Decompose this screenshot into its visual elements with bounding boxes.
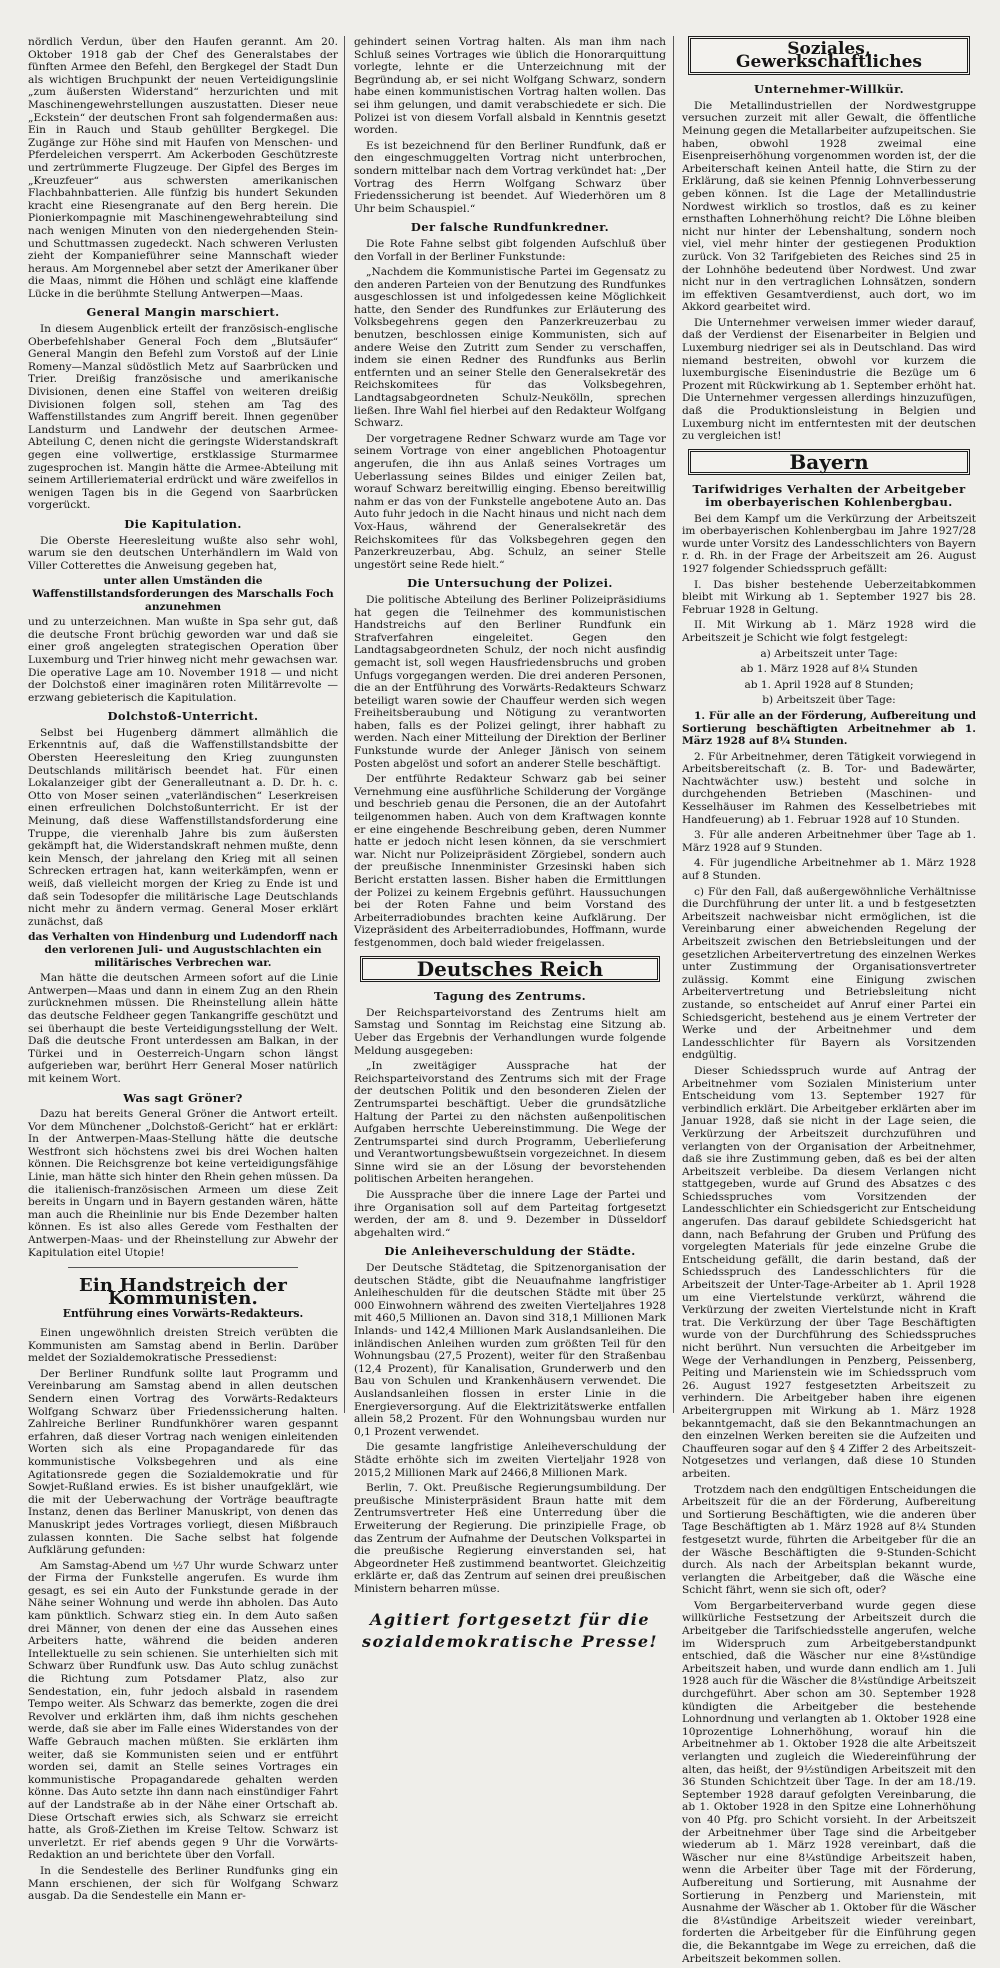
article-text: Es ist bezeichnend für den Berliner Rundfunk, daß er den eingeschmuggelten Vortrag nicht unterbrochen, sondern mittelbar nach dem Vortrag verkündet hat: „Der Vortrag des Herrn Wolfgang Schwarz über Friedenssicherung ist beendet. Auf Wiederhören um 8 Uhr beim Schauspiel.“ xyxy=(354,139,666,215)
section-heading: Tarifwidriges Verhalten der Arbeitgeber im oberbayerischen Kohlenbergbau. xyxy=(692,482,966,509)
column-rule-right xyxy=(673,36,674,1413)
section-heading: Was sagt Gröner? xyxy=(123,1090,243,1105)
article-text: 3. Für alle anderen Arbeitnehmer über Tage ab 1. März 1928 auf 9 Stunden. xyxy=(682,829,976,854)
article-text: 2. Für Arbeitnehmer, deren Tätigkeit vorwiegend in Arbeitsbereitschaft (z. B. Tor- und Badewärter, Nachtwächter usw.) besteht und solche in durchgehenden Betrieben (Maschinen- und Kesselhäuser im Rahmen des Kesselbetriebes mit Handfeuerung) ab 1. Februar 1928 auf 10 Stunden. xyxy=(682,750,976,826)
emphasized-text: unter allen Umständen die Waffenstillstandsforderungen des Marschalls Foch anzunehmen xyxy=(32,575,334,613)
article-text: Bei dem Kampf um die Verkürzung der Arbeitszeit im oberbayerischen Kohlenbergbau im Jahre 1927/28 wurde unter Vorsitz des Landesschlichters von Bayern r. d. Rh. in der Frage der Arbeitszeit am 26. August 1927 folgender Schiedsspruch gefällt: xyxy=(682,512,976,575)
article-text: Die Rote Fahne selbst gibt folgenden Aufschluß über den Vorfall in der Berliner Funkstunde: xyxy=(354,237,666,263)
article-text: Der Deutsche Städtetag, die Spitzenorganisation der deutschen Städte, gibt die Neuaufnahme langfristiger Anleiheschulden für die deutschen Städte mit über 25 000 Einwohnern während des zweiten Vierteljahres 1928 mit 460,5 Millionen an. Davon sind 318,1 Millionen Mark Inlands- und 142,4 Millionen Mark Auslandsanleihen. Die inländischen Anleihen wurden zum größten Teil für den Wohnungsbau (27,5 Prozent), weiter für den Straßenbau (12,4 Prozent), für Kanalisation, Grunderwerb und den Bau von Schulen und Krankenhäusern verwendet. Die Auslandsanleihen flossen in erster Linie in die Energieversorgung. Auf die Elektrizitätswerke entfallen allein 58,2 Prozent. Für den Wohnungsbau wurden nur 0,1 Prozent verwendet. xyxy=(354,1262,666,1438)
emphasized-text: das Verhalten von Hindenburg und Ludendorff nach den verlorenen Juli- und Augustschlachten ein militärisches Verbrechen war. xyxy=(28,931,338,969)
article-subheadline: Entführung eines Vorwärts-Redakteurs. xyxy=(62,1307,304,1321)
section-heading: Tagung des Zentrums. xyxy=(433,989,586,1004)
article-text: I. Das bisher bestehende Ueberzeitabkommen bleibt mit Wirkung ab 1. September 1927 bis 28. Februar 1928 in Geltung. xyxy=(682,578,976,616)
section-heading: Unternehmer-Willkür. xyxy=(754,82,904,97)
section-box-bayern: Bayern xyxy=(688,449,970,476)
section-heading: Die Kapitulation. xyxy=(124,516,242,531)
article-text: II. Mit Wirkung ab 1. März 1928 wird die Arbeitszeit je Schicht wie folgt festgelegt: xyxy=(682,619,976,644)
article-text: Der Berliner Rundfunk sollte laut Programm und Vereinbarung am Samstag abend in allen deutschen Sendern einen Vortrag des Vorwärts-Redakteurs Wolfgang Schwarz über Friedenssicherung halten. Zahlreiche Berliner Rundfunkhörer waren gespannt erfahren, daß dieser Vortrag nach wenigen einleitenden Worten sich als eine Propagandarede für das kommunistische Volksbegehren und als eine Agitationsrede gegen die Sozialdemokratie und für Sowjet-Rußland erwies. Es ist bisher unaufgeklärt, wie die mit der Ueberwachung der Vorträge beauftragte Instanz, denen das Berliner Manuskript, von denen das Manuskript jedes Vortrages vorliegt, diesen Mißbrauch zulassen konnten. Die Sache selbst hat folgende Aufklärung gefunden: xyxy=(28,1367,338,1557)
article-text: Selbst bei Hugenberg dämmert allmählich die Erkenntnis auf, daß die Waffenstillstandsbitte der Obersten Heeresleitung den Krieg zuungunsten Deutschlands militärisch beendet hat. Für einen Lokalanzeiger gibt der Generalleutnant a. D. Dr. h. c. Otto von Moser seinen „vaterländischen“ Leserkreisen einen erfreulichen Dolchstoßunterricht. Er ist der Meinung, daß diese Waffenstillstandsforderung eine Truppe, die vierenhalb Jahre bis zum äußersten gekämpft hat, die Widerstandskraft nehmen mußte, denn kein Mensch, der jahrelang den Krieg mit all seinen Schrecken ertragen hat, kann weiterkämpfen, wenn er weiß, daß vielleicht morgen der Krieg zu Ende ist und daß sein Todesopfer die militärische Lage Deutschlands nicht mehr zu ändern vermag. General Moser erklärt zunächst, daß xyxy=(28,726,338,928)
article-text: Die politische Abteilung des Berliner Polizeipräsidiums hat gegen die Teilnehmer des kommunistischen Handstreichs auf den Berliner Rundfunk ein Strafverfahren eingeleitet. Gegen den Landtagsabgeordneten Schulz, der noch nicht ausfindig gemacht ist, soll wegen Hausfriedensbruchs und groben Unfugs vorgegangen werden. Die drei anderen Personen, die an der Entführung des Vorwärts-Redakteurs Schwarz beteiligt waren sowie der Chauffeur werden sich wegen Freiheitsberaubung und Nötigung zu verantworten haben, falls es der Polizei gelingt, ihrer habhaft zu werden. Nach einer Mitteilung der Direktion der Berliner Funkstunde wurde der Anleger Jänisch von seinem Posten abgelöst und sofort an anderer Stelle beschäftigt. xyxy=(354,593,666,770)
article-text: Die Aussprache über die innere Lage der Partei und ihre Organisation soll auf dem Parteitag fortgesetzt werden, der am 8. und 9. Dezember in Düsseldorf abgehalten wird.“ xyxy=(354,1189,666,1239)
article-text: Der Reichsparteivorstand des Zentrums hielt am Samstag und Sonntag im Reichstag eine Sitzung ab. Ueber das Ergebnis der Verhandlungen wurde folgende Meldung ausgegeben: xyxy=(354,1006,666,1057)
article-headline: Ein Handstreich der Kommunisten. xyxy=(78,1275,288,1309)
list-line: ab 1. April 1928 auf 8 Stunden; xyxy=(744,678,914,691)
article-text: 1. Für alle an der Förderung, Aufbereitung und Sortierung beschäftigten Arbeitnehmer ab 1. März 1928 auf 8¼ Stunden. xyxy=(682,709,976,748)
list-line: ab 1. März 1928 auf 8¼ Stunden xyxy=(740,663,918,676)
section-heading: General Mangin marschiert. xyxy=(86,305,280,320)
separator-line xyxy=(68,1267,298,1268)
call-to-action: Agitiert fortgesetzt für die sozialdemokratische Presse! xyxy=(361,1610,659,1652)
section-heading: Die Untersuchung der Polizei. xyxy=(407,576,613,591)
article-text: Die gesamte langfristige Anleiheverschuldung der Städte erhöhte sich im zweiten Vierteljahr 1928 von 2015,2 Millionen Mark auf 2466,8 Millionen Mark. xyxy=(354,1441,666,1479)
article-text: nördlich Verdun, über den Haufen gerannt. Am 20. Oktober 1918 gab der Chef des Generalstabes der fünften Armee den Befehl, den Bergkegel der Stadt Dun als wichtigen Bruchpunkt der neuen Verteidigungslinie „zum äußersten Widerstand“ herzurichten und mit Maschinengewehrstellungen auszustatten. Dieser neue „Eckstein“ der deutschen Front sah folgendermaßen aus: Ein in Rauch und Staub gehüllter Bergkegel. Die Zugänge zur Höhe sind mit Haufen von Menschen- und Pferdeleichen versperrt. Am Ackerboden Geschützreste und zertrümmerte Flugzeuge. Der Gipfel des Berges im „Kreuzfeuer“ aus schwersten amerikanischen Flachbahnbatterien. Alle fünfzig bis hundert Sekunden kracht eine Riesengranate auf den Berg herein. Die Pionierkompagnie mit Maschinengewehrabteilung sind nach wenigen Minuten von den niedergehenden Stein- und Schuttmassen zugedeckt. Nach schweren Verlusten zieht der Kompanieführer seine Mannschaft wieder heraus. Am Morgennebel aber setzt der Amerikaner über die Maas, nimmt die Höhen und schlägt eine klaffende Lücke in die berühmte Stellung Antwerpen—Maas. xyxy=(28,36,338,300)
column-rule-left xyxy=(344,36,345,1413)
page-top-edge xyxy=(28,6,976,20)
article-text: „Nachdem die Kommunistische Partei im Gegensatz zu den anderen Parteien von der Benutzung des Rundfunkes ausgeschlossen ist und infolgedessen keine Möglichkeit hatte, den Sender des Rundfunkes zur Erläuterung des Volksbegehrens gegen den Panzerkreuzerbau zu benutzen, beschlossen einige Kommunisten, sich auf andere Weise den Zutritt zum Sender zu verschaffen, indem sie einen Redner des Rundfunks aus Berlin entfernten und an seiner Stelle den Generalsekretär des Reichskomitees für das Volksbegehren, Landtagsabgeordneten Schulz-Neukölln, sprechen ließen. Ihre Wahl fiel hierbei auf den Redakteur Wolfgang Schwarz. xyxy=(354,266,666,430)
section-box-deutsches-reich: Deutsches Reich xyxy=(360,956,660,983)
section-heading: Der falsche Rundfunkredner. xyxy=(410,220,610,235)
article-text: Die Oberste Heeresleitung wußte also sehr wohl, warum sie den deutschen Unterhändlern im Wald von Viller Cotterettes die Anweisung gegeben hat, xyxy=(28,534,338,572)
article-text: In diesem Augenblick erteilt der französisch-englische Oberbefehlshaber General Foch dem „Blutsäufer“ General Mangin den Befehl zum Vorstoß auf der Linie Romeny—Manzal südöstlich Metz auf Saarbrücken und Trier. Dreißig französische und amerikanische Divisionen, denen eine Staffel von weiteren dreißig Divisionen folgen soll, stehen am Tag des Waffenstillstandes zum Angriff bereit. Ihnen gegenüber Landsturm und Landwehr der deutschen Armee-Abteilung C, denen nicht die geringste Widerstandskraft gegen eine vollwertige, erstklassige Sturmarmee zugesprochen ist. Mangin hätte die Armee-Abteilung mit seinem Artilleriematerial erdrückt und wäre zweifellos in wenigen Tagen bis in die Gegend von Saarbrücken vorgerückt. xyxy=(28,323,338,512)
article-text: Die Unternehmer verweisen immer wieder darauf, daß der Verdienst der Eisenarbeiter in Belgien und Luxemburg niedriger sei als in Deutschland. Das wird niemand bestreiten, obwohl vor kurzem die luxemburgische Eisenindustrie die Bezüge um 6 Prozent mit Rückwirkung ab 1. September erhöht hat. Die Unternehmer vergessen allerdings hinzuzufügen, daß die Produktionsleistung in Belgien und Luxemburg nicht im entferntesten mit der deutschen zu vergleichen ist! xyxy=(682,316,976,443)
list-line: a) Arbeitszeit unter Tage: xyxy=(760,647,898,660)
article-text: c) Für den Fall, daß außergewöhnliche Verhältnisse die Durchführung der unter lit. a und b festgesetzten Arbeitszeit nachweisbar nicht ermöglichen, ist die Vereinbarung einer abweichenden Regelung der Arbeitszeit zwischen den Betriebsleitungen und der gesetzlichen Arbeitervertretung des einzelnen Werkes unter Zustimmung der Organisationsvertreter zulässig. Kommt eine Einigung zwischen Arbeitervertretung und Betriebsleitung nicht zustande, so entscheidet auf Anruf einer Partei ein Schiedsgericht, bestehend aus je einem Vertreter der Werke und der Arbeitnehmer und dem Landesschlichter für Bayern als Vorsitzenden endgültig. xyxy=(682,885,976,1062)
article-text: 4. Für jugendliche Arbeitnehmer ab 1. März 1928 auf 8 Stunden. xyxy=(682,857,976,883)
article-text: Dieser Schiedsspruch wurde auf Antrag der Arbeitnehmer vom Sozialen Ministerium unter Entscheidung vom 13. September 1927 für verbindlich erklärt. Die Arbeitgeber erklärten aber im Januar 1928, daß sie nicht in der Lage seien, die Verkürzung der Arbeitszeit durchzuführen und verlangten von der Organisation der Arbeitnehmer, daß sie ihre Zustimmung geben, daß es bei der alten Arbeitszeit verbleibe. Da diesem Verlangen nicht stattgegeben, wurde auf Grund des Absatzes c des Schiedsspruches vom Vorsitzenden der Landesschlichter ein Schiedsgericht zur Entscheidung angerufen. Das darauf gebildete Schiedsgericht hat dann, nach Befahrung der Gruben und Prüfung des vorgelegten Materials für jede einzelne Grube die Entscheidung gefällt, die darin bestand, daß der Schiedsspruch des Landesschlichters für die Arbeitszeit der Unter-Tage-Arbeiter ab 1. April 1928 um eine Viertelstunde verkürzt, während die Verkürzung der zweiten Viertelstunde nicht in Kraft trat. Die Verkürzung der über Tage Beschäftigten wurde von der Durchführung des Schiedsspruches nicht berührt. Nun versuchten die Arbeitgeber im Wege der Verhandlungen in Penzberg, Peissenberg, Peiting und Marienstein wie im Schiedsspruch vom 26. August 1927 festgesetzten Arbeitszeit zu verhindern. Die Arbeitgeber haben ihre eigenen Arbeitergruppen mit Wirkung ab 1. März 1928 bekanntgemacht, daß sie den Bekanntmachungen an den einzelnen Werken bereiten sie die Aufzeiten und Chauffeuren sogar auf den § 4 Ziffer 2 des Arbeitszeit-Notgesetzes und verlangen, daß diese 10 Stunden arbeiten. xyxy=(682,1064,976,1480)
article-text: Die Metallindustriellen der Nordwestgruppe versuchen zurzeit mit aller Gewalt, die öffentliche Meinung gegen die Metallarbeiter aufzupeitschen. Sie haben, obwohl 1928 zweimal eine Eisenpreiserhöhung vorgenommen worden ist, der die Arbeiterschaft keinen Anteil hatte, die Stirn zu der Erklärung, daß sie keinen Pfennig Lohnverbesserung geben können. Ist die Lage der Metallindustrie Nordwest wirklich so trostlos, daß es zu keiner ernsthaften Lohnerhöhung reicht? Die Löhne bleiben nicht nur hinter der Lebenshaltung, sondern noch viel, viel mehr hinter der gestiegenen Produktion zurück. Von 32 Tarifgebieten des Reiches sind 25 in der Lohnhöhe bedeutend über Nordwest. Und zwar nicht nur in den vertraglichen Lohnsätzen, sondern im effektiven Gesamtverdienst, auch dort, wo im Akkord gearbeitet wird. xyxy=(682,99,976,314)
article-text: Dazu hat bereits General Gröner die Antwort erteilt. Vor dem Münchener „Dolchstoß-Gericht“ hat er erklärt: In der Antwerpen-Maas-Stellung hätte die deutsche Westfront sich höchstens zwei bis drei Wochen halten können. Die Reichsgrenze bot keine verteidigungsfähige Linie, man hätte sich hinter den Rhein gehen müssen. Da die italienisch-französischen Armeen um diese Zeit bereits in Ungarn und in Bayern gestanden wären, hätte man auch die Rheinlinie nur bis Ende Dezember halten können. Es ist also alles Gerede vom Festhalten der Antwerpen-Maas- und der Rheinstellung zur Abwehr der Kapitulation eitel Utopie! xyxy=(28,1108,338,1259)
section-box-soziales: Soziales, Gewerkschaftliches xyxy=(688,36,970,75)
article-text: Vom Bergarbeiterverband wurde gegen diese willkürliche Festsetzung der Arbeitszeit durch die Arbeitgeber die Tarifschiedsstelle angerufen, welche im Widerspruch zum Arbeitgeberstandpunkt entschied, daß die Wäscher nur eine 8¼stündige Arbeitszeit haben, und wurde dann endlich am 1. Juli 1928 auch für die Wäscher die 8¼stündige Arbeitszeit durchgeführt. Aber schon am 30. September 1928 kündigten die Arbeitgeber die bestehende Lohnordnung und verlangten ab 1. Oktober 1928 eine 10prozentige Lohnerhöhung, worauf hin die Arbeitnehmer ab 1. Oktober 1928 die alte Arbeitszeit verlangten und zugleich die Wiedereinführung der alten, das heißt, der 9½stündigen Arbeitszeit mit den 36 Stunden Schichtzeit über Tage. In der am 18./19. September 1928 darauf gefolgten Vereinbarung, die ab 1. Oktober 1928 in den Spitze eine Lohnerhöhung von 40 Pfg. pro Schicht vorsieht. In der Arbeitszeit der Arbeitnehmer über Tage sind die Arbeitgeber wiederum ab 1. März 1928 vereinbart, daß die Wäscher nur eine 8¼stündige Arbeitszeit haben, wenn die Arbeiter über Tage mit der Förderung, Aufbereitung und Sortierung, mit Ausnahme der Sortierung in Penzberg und Marienstein, mit Ausnahme der Wäscher ab 1. Oktober für die Wäscher die 8¼stündige Arbeitszeit wieder vereinbart, forderten die Arbeitgeber für die Einführung gegen die, die Bekanntgabe im Wege zu erreichen, daß die Arbeitszeit bekommen sollen. xyxy=(682,1599,976,1965)
article-text: Der entführte Redakteur Schwarz gab bei seiner Vernehmung eine ausführliche Schilderung der Vorgänge und beschrieb genau die Personen, die an der Autofahrt teilgenommen haben. Auch von dem Kraftwagen konnte er eine eingehende Beschreibung geben, deren Nummer hatte er jedoch nicht lesen können, da sie verschmiert war. Nicht nur Polizeipräsident Zörgiebel, sondern auch der preußische Innenminister Grzesinski haben sich Bericht erstatten lassen. Bisher haben die Ermittlungen der Polizei zu keinem Ergebnis geführt. Haussuchungen bei der Roten Fahne und beim Vorstand des Arbeiterradiobundes brachten keine Aufklärung. Der Vizepräsident des Arbeiterradiobundes, Hoffmann, wurde festgenommen, doch bald wieder freigelassen. xyxy=(354,773,666,949)
article-text: In die Sendestelle des Berliner Rundfunks ging ein Mann erschienen, der sich für Wolfgang Schwarz ausgab. Da die Sendestelle ein Mann er- xyxy=(28,1864,338,1903)
article-text: Berlin, 7. Okt. Preußische Regierungsumbildung. Der preußische Ministerpräsident Braun hatte mit dem Zentrumsvertreter Heß eine Unterredung über die Erweiterung der Regierung. Die prinzipielle Frage, ob das Zentrum der Aufnahme der Deutschen Volkspartei in die preußische Regierung einverstanden sei, hat Abgeordneter Heß zustimmend beantwortet. Gleichzeitig erklärte er, daß das Zentrum auf seinen drei preußischen Ministern beharren müsse. xyxy=(354,1482,666,1595)
article-text: Der vorgetragene Redner Schwarz wurde am Tage vor seinem Vortrage von einer angeblichen Photoagentur angerufen, die ihn aus Anlaß seines Vortrages um Ueberlassung seines Bildes und einiger Zeilen bat, worauf Schwarz bereitwillig einging. Ebenso bereitwillig nahm er das von der Funkstelle angebotene Auto an. Das Auto fuhr jedoch in die Nacht hinaus und nicht nach dem Vox-Haus, während der Generalsekretär des Reichskomitees für das Volksbegehren gegen den Panzerkreuzerbau, Abg. Schulz, an seiner Stelle ungestört seine Rede hielt.“ xyxy=(354,432,666,571)
article-text: gehindert seinen Vortrag halten. Als man ihm nach Schluß seines Vortrages wie üblich die Honorarquittung vorlegte, lehnte er die Unterzeichnung mit der Begründung ab, er sei nicht Wolfgang Schwarz, sondern habe einen kommunistischen Vortrag halten wollen. Das sei ihm gelungen, und damit verabschiedete er sich. Die Polizei ist von diesem Vorfall alsbald in Kenntnis gesetzt worden. xyxy=(354,36,666,137)
section-heading: Die Anleiheverschuldung der Städte. xyxy=(384,1244,636,1259)
article-text: und zu unterzeichnen. Man wußte in Spa sehr gut, daß die deutsche Front brüchig geworden war und daß sie einer groß angelegten strategischen Operation über Luxemburg und Trier hinweg nicht mehr gewachsen war. Die operative Lage am 10. November 1918 — und nicht der Dolchstoß einer imaginären roten Militärrevolte — erzwang gebieterisch die Kapitulation. xyxy=(28,616,338,704)
article-text: „In zweitägiger Aussprache hat der Reichsparteivorstand des Zentrums sich mit der Frage der deutschen Politik und den besonderen Zielen der Zentrumspartei beschäftigt. Ueber die grundsätzliche Haltung der Partei zu den nächsten außenpolitischen Aufgaben herrschte Uebereinstimmung. Die Wege der Zentrumspartei sind durch Programm, Ueberlieferung und Verantwortungsbewußtsein vorgezeichnet. In diesem Sinne wird sie an der Lösung der bevorstehenden politischen Arbeiten herangehen. xyxy=(354,1060,666,1186)
article-text: Man hätte die deutschen Armeen sofort auf die Linie Antwerpen—Maas und dann in einem Zug an den Rhein zurücknehmen müssen. Die Rheinstellung allein hätte das deutsche Feldheer gegen Tankangriffe geschützt und sei überhaupt die beste Verteidigungsstellung der Welt. Daß die deutsche Front unterdessen am Balkan, in der Türkei und in Oesterreich-Ungarn schon längst aufgerieben war, berührt Herr General Moser natürlich mit keinem Wort. xyxy=(28,972,338,1085)
article-text: Einen ungewöhnlich dreisten Streich verübten die Kommunisten am Samstag abend in Berlin. Darüber meldet der Sozialdemokratische Pressedienst: xyxy=(28,1327,338,1365)
column-two xyxy=(354,36,666,1653)
article-text: Trotzdem nach den endgültigen Entscheidungen die Arbeitszeit für die an der Förderung, Aufbereitung und Sortierung Beschäftigten, wie die anderen über Tage Beschäftigten ab 1. März 1928 auf 8¼ Stunden festgesetzt wurde, führten die Arbeitgeber für die an der Wäsche Beschäftigten die 9-Stunden-Schicht durch. Als nach der Arbeitsplan bekannt wurde, verlangten die Arbeitgeber, daß die Wäsche eine Schicht fährt, wenn sie sich oft, oder? xyxy=(682,1483,976,1597)
list-line: b) Arbeitszeit über Tage: xyxy=(762,694,896,707)
section-heading: Dolchstoß-Unterricht. xyxy=(107,709,259,724)
column-three xyxy=(682,36,976,1968)
article-text: Am Samstag-Abend um ½7 Uhr wurde Schwarz unter der Firma der Funkstelle angerufen. Es wurde ihm gesagt, es sei ein Auto der Funkstunde gerade in der Nähe seiner Wohnung und werde ihn abholen. Das Auto kam pünktlich. Schwarz stieg ein. In dem Auto saßen drei Männer, von denen der eine das Aussehen eines Arbeiters hatte, während die beiden anderen Intellektuelle zu sein schienen. Sie unterhielten sich mit Schwarz über Rundfunk usw. Das Auto schlug zunächst die Richtung zum Potsdamer Platz, also zur Sendestation, ein, fuhr jedoch alsbald in rasendem Tempo weiter. Als Schwarz das bemerkte, zogen die drei Revolver und erklärten ihm, daß ihm nichts geschehen werde, daß sie aber im Falle eines Widerstandes von der Waffe Gebrauch machen müßten. Sie erklärten ihm weiter, daß sie Kommunisten seien und er entführt worden sei, damit an Stelle seines Vortrages ein kommunistische Propagandarede gehalten werden könne. Das Auto setzte ihn dann nach einstündiger Fahrt auf der Landstraße ab in der Nähe einer Ortschaft ab. Diese Ortschaft erwies sich, als Schwarz sie erreicht hatte, als Groß-Ziethen im Kreise Teltow. Schwarz ist unverletzt. Er rief abends gegen 9 Uhr die Vorwärts-Redaktion an und berichtete über den Vorfall. xyxy=(28,1559,338,1862)
column-one xyxy=(28,36,338,1906)
